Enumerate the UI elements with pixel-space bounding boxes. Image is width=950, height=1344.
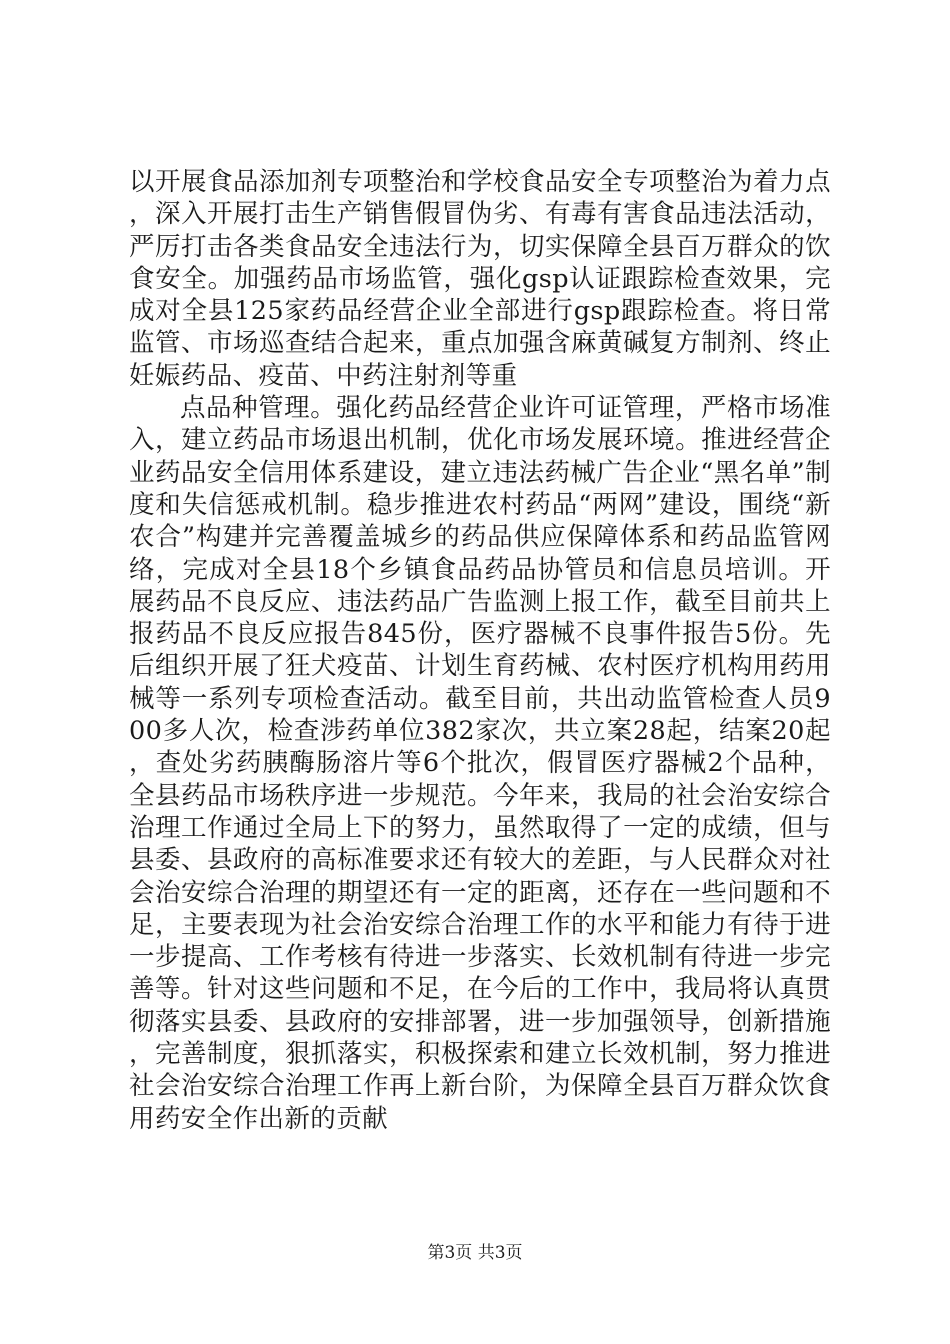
page-number-footer: 第3页 共3页 bbox=[427, 1243, 523, 1263]
paragraph-food-and-drug-supervision: 以开展食品添加剂专项整治和学校食品安全专项整治为着力点，深入开展打击生产销售假冒伪劣、有毒有害食品违法活动，严厉打击各类食品安全违法行为，切实保障全县百万群众的饮食安全。加强药品市场监管，强化gsp认证跟踪检查效果，完成对全县125家药品经营企业全部进行gsp跟踪检查。将日常监管、市场巡查结合起来，重点加强含麻黄碱复方制剂、终止妊娠药品、疫苗、中药注射剂等重 bbox=[129, 167, 831, 391]
document-body bbox=[129, 166, 831, 1135]
paragraph-key-varieties-management: 点品种管理。强化药品经营企业许可证管理，严格市场准入，建立药品市场退出机制，优化市场发展环境。推进经营企业药品安全信用体系建设，建立违法药械广告企业“黑名单”制度和失信惩戒机制。稳步推进农村药品“两网”建设，围绕“新农合”构建并完善覆盖城乡的药品供应保障体系和药品监管网络，完成对全县18个乡镇食品药品协管员和信息员培训。开展药品不良反应、违法药品广告监测上报工作，截至目前共上报药品不良反应报告845份，医疗器械不良事件报告5份。先后组织开展了狂犬疫苗、计划生育药械、农村医疗机构用药用械等一系列专项检查活动。截至目前，共出动监管检查人员900多人次，检查涉药单位382家次，共立案28起，结案20起，查处劣药胰酶肠溶片等6个批次，假冒医疗器械2个品种，全县药品市场秩序进一步规范。今年来，我局的社会治安综合治理工作通过全局上下的努力，虽然取得了一定的成绩，但与县委、县政府的高标准要求还有较大的差距，与人民群众对社会治安综合治理的期望还有一定的距离，还存在一些问题和不足，主要表现为社会治安综合治理工作的水平和能力有待于进一步提高、工作考核有待进一步落实、长效机制有待进一步完善等。针对这些问题和不足，在今后的工作中，我局将认真贯彻落实县委、县政府的安排部署，进一步加强领导，创新措施，完善制度，狠抓落实，积极探索和建立长效机制，努力推进社会治安综合治理工作再上新台阶，为保障全县百万群众饮食用药安全作出新的贡献 bbox=[129, 393, 831, 1134]
